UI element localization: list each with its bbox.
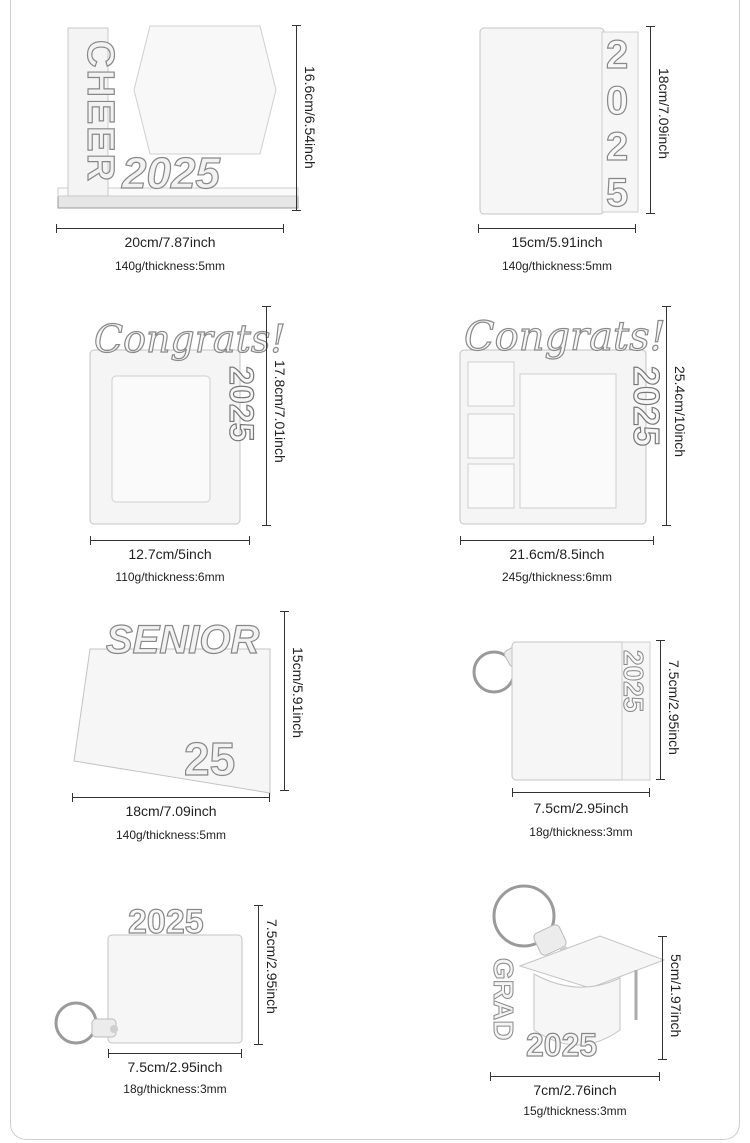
rect-width-label: 15cm/5.91inch <box>511 234 603 250</box>
product-senior-25 <box>60 605 340 855</box>
product-cheer-hexagon <box>40 20 340 280</box>
product-congrats-collage <box>450 300 710 590</box>
keychain-vertical-width-line <box>512 792 650 793</box>
product-rect-2025 <box>470 20 710 280</box>
senior-width-label: 18cm/7.09inch <box>125 803 217 819</box>
svg-text:0: 0 <box>606 79 629 123</box>
cheer-hexagon-photo <box>40 20 300 220</box>
senior-height-line <box>284 611 285 791</box>
congrats-collage-width-line <box>460 540 654 541</box>
grad-2025-text-art: 2025 <box>526 1027 598 1063</box>
rect-height-label: 18cm/7.09inch <box>656 68 672 160</box>
congrats-single-spec-label: 110g/thickness:6mm <box>115 570 225 584</box>
congrats-collage-script: Congrats! <box>464 314 666 360</box>
cheer-height-label: 16.6cm/6.54inch <box>302 66 318 169</box>
keychain-vertical-photo <box>470 630 660 790</box>
keychain-vertical-width-label: 7.5cm/2.95inch <box>533 800 629 816</box>
svg-text:2025: 2025 <box>626 366 667 447</box>
cheer-spec-label: 140g/thickness:5mm <box>114 259 226 273</box>
congrats-single-height-line <box>266 306 267 526</box>
keychain-vertical-spec-label: 18g/thickness:3mm <box>529 825 633 839</box>
grad-spec-label: 15g/thickness:3mm <box>523 1104 627 1118</box>
keychain-horizontal-photo <box>50 895 260 1055</box>
rect-height-line <box>650 26 651 214</box>
congrats-single-script: Congrats! <box>94 317 286 361</box>
rect-digit-2: 2 <box>606 33 629 77</box>
svg-text:2: 2 <box>606 125 629 169</box>
cheer-width-line <box>56 228 284 229</box>
product-keychain-horizontal <box>50 895 320 1105</box>
grad-height-label: 5cm/1.97inch <box>668 954 684 1038</box>
senior-height-label: 15cm/5.91inch <box>290 647 306 739</box>
rect-width-line <box>478 228 636 229</box>
cheer-text-art: CHEER <box>79 40 121 184</box>
svg-text:2025: 2025 <box>222 366 260 442</box>
grad-width-label: 7cm/2.76inch <box>533 1082 617 1098</box>
cheer-2025-text-art: 2025 <box>122 149 220 198</box>
cheer-width-label: 20cm/7.87inch <box>124 234 216 250</box>
senior-spec-label: 140g/thickness:5mm <box>115 828 227 842</box>
product-keychain-vertical <box>470 630 710 850</box>
keychain-vertical-height-label: 7.5cm/2.95inch <box>666 660 682 755</box>
keychain-horizontal-width-line <box>108 1053 242 1054</box>
grad-height-line <box>662 936 663 1060</box>
grad-text-art: GRAD <box>488 958 519 1041</box>
rect-2025-photo <box>470 20 640 220</box>
keychain-horizontal-2025: 2025 <box>128 903 204 941</box>
cheer-height-line <box>296 25 297 211</box>
congrats-collage-height-line <box>666 306 667 526</box>
congrats-collage-spec-label: 245g/thickness:6mm <box>501 570 613 584</box>
congrats-single-height-label: 17.8cm/7.01inch <box>272 360 288 463</box>
product-congrats-single <box>80 300 340 590</box>
congrats-single-width-line <box>90 540 250 541</box>
keychain-horizontal-height-label: 7.5cm/2.95inch <box>264 919 280 1014</box>
congrats-collage-width-label: 21.6cm/8.5inch <box>509 546 605 562</box>
congrats-collage-photo <box>450 300 667 530</box>
keychain-horizontal-spec-label: 18g/thickness:3mm <box>123 1082 227 1096</box>
keychain-horizontal-width-label: 7.5cm/2.95inch <box>127 1059 223 1075</box>
senior-25-text-art: 25 <box>184 733 236 785</box>
congrats-single-width-label: 12.7cm/5inch <box>128 546 212 562</box>
senior-text-art: SENIOR <box>106 618 260 662</box>
senior-width-line <box>72 797 270 798</box>
grad-cap-photo <box>480 880 670 1070</box>
keychain-vertical-2025: 2025 <box>618 650 649 713</box>
keychain-horizontal-height-line <box>258 905 259 1045</box>
grad-width-line <box>490 1076 660 1077</box>
svg-text:5: 5 <box>606 171 629 215</box>
senior-photo <box>60 605 280 805</box>
rect-spec-label: 140g/thickness:5mm <box>501 259 613 273</box>
product-grad-cap-keychain <box>480 880 720 1120</box>
keychain-vertical-height-line <box>660 640 661 780</box>
congrats-collage-height-label: 25.4cm/10inch <box>672 366 688 458</box>
